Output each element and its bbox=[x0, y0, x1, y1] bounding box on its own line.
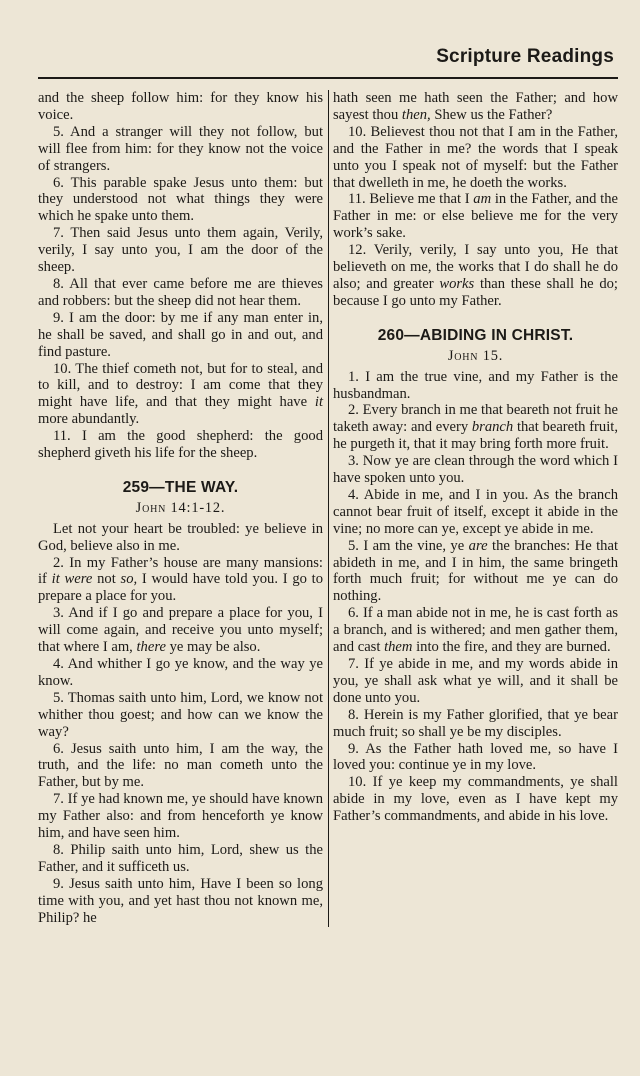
verse-paragraph: 11. I am the good shepherd: the good shepherd giveth his life for the sheep. bbox=[38, 428, 323, 462]
verse-paragraph: 7. If ye abide in me, and my words abide in you, ye shall ask what ye will, and it shall be done unto you. bbox=[333, 656, 618, 706]
verse-paragraph: 11. Believe me that I am in the Father, and the Father in me: or else believe me for the very work’s sake. bbox=[333, 191, 618, 242]
verse-paragraph: 6. Jesus saith unto him, I am the way, the truth, and the life: no man cometh unto the Father, but by me. bbox=[38, 740, 323, 791]
verse-paragraph: 10. The thief cometh not, but for to steal, and to kill, and to destroy: I am come that they might have life, and that they might have it more abundantly. bbox=[38, 360, 323, 428]
verse-paragraph: 6. This parable spake Jesus unto them: but they understood not what things they were which he spake unto them. bbox=[38, 174, 323, 225]
verse-paragraph: 7. If ye had known me, ye should have known my Father also: and from henceforth ye know him, and have seen him. bbox=[38, 791, 323, 842]
verse-paragraph: 4. And whither I go ye know, and the way ye know. bbox=[38, 656, 323, 689]
verse-paragraph: and the sheep follow him: for they know his voice. bbox=[38, 90, 323, 123]
verse-paragraph: 2. In my Father’s house are many mansions: if it were not so, I would have told you. I go to prepare a place for you. bbox=[38, 554, 324, 605]
verse-paragraph: 9. I am the door: by me if any man enter in, he shall be saved, and shall go in and out, and find pasture. bbox=[38, 309, 323, 360]
section-title-259: 259—THE WAY. bbox=[122, 478, 239, 496]
section-reference-260: John 15. bbox=[447, 347, 504, 364]
verse-paragraph: 10. If ye keep my commandments, ye shall abide in my love, even as I have kept my Father’s commandments, and abide in his love. bbox=[333, 774, 618, 825]
header-rule bbox=[38, 77, 618, 79]
verse-paragraph: 9. Jesus saith unto him, Have I been so long time with you, and yet hast thou not known me, Philip? he bbox=[38, 875, 323, 926]
left-column bbox=[38, 90, 323, 927]
verse-paragraph: 3. Now ye are clean through the word which I have spoken unto you. bbox=[333, 453, 618, 487]
verse-paragraph: 5. And a stranger will they not follow, but will flee from him: for they know not the voice of strangers. bbox=[38, 123, 323, 174]
verse-paragraph: 4. Abide in me, and I in you. As the branch cannot bear fruit of itself, except it abide in the vine; no more can ye, except ye abide in me. bbox=[333, 486, 618, 537]
verse-paragraph: 3. And if I go and prepare a place for you, I will come again, and receive you unto myself; that where I am, there ye may be also. bbox=[38, 605, 323, 656]
page-title: Scripture Readings bbox=[436, 46, 614, 67]
page-header bbox=[38, 0, 618, 80]
verse-paragraph: 10. Believest thou not that I am in the Father, and the Father in me? the words that I speak unto you I speak not of myself: but the Father that dwelleth in me, he doeth the works. bbox=[333, 123, 618, 191]
verse-paragraph: 7. Then said Jesus unto them again, Verily, verily, I say unto you, I am the door of the sheep. bbox=[38, 225, 323, 276]
verse-paragraph: 12. Verily, verily, I say unto you, He that believeth on me, the works that I do shall he do also; and greater works than these shall he do; because I go unto my Father. bbox=[333, 242, 618, 309]
verse-paragraph: 5. I am the vine, ye are the branches: He that abideth in me, and I in him, the same bringeth forth much fruit; for without me ye can do nothing. bbox=[333, 537, 619, 605]
verse-paragraph: 6. If a man abide not in me, he is cast forth as a branch, and is withered; and men gather them, and cast them into the fire, and they are burned. bbox=[333, 605, 618, 656]
column-divider bbox=[328, 90, 329, 927]
verse-paragraph: 8. All that ever came before me are thieves and robbers: but the sheep did not hear them. bbox=[38, 275, 323, 309]
right-column bbox=[333, 90, 618, 825]
verse-paragraph: 8. Herein is my Father glorified, that ye bear much fruit; so shall ye be my disciples. bbox=[333, 706, 618, 740]
verse-paragraph: hath seen me hath seen the Father; and how sayest thou then, Shew us the Father? bbox=[333, 90, 618, 123]
text-columns bbox=[38, 90, 618, 927]
verse-paragraph: 5. Thomas saith unto him, Lord, we know not whither thou goest; and how can we know the way? bbox=[38, 689, 323, 740]
verse-paragraph: 2. Every branch in me that beareth not fruit he taketh away: and every branch that beareth fruit, he purgeth it, that it may bring forth more fruit. bbox=[333, 402, 618, 453]
verse-paragraph: 1. I am the true vine, and my Father is the husbandman. bbox=[333, 368, 618, 402]
verse-paragraph: 8. Philip saith unto him, Lord, shew us the Father, and it sufficeth us. bbox=[38, 841, 323, 875]
verse-paragraph: 9. As the Father hath loved me, so have I loved you: continue ye in my love. bbox=[333, 740, 618, 774]
verse-paragraph: Let not your heart be troubled: ye believe in God, believe also in me. bbox=[38, 520, 323, 554]
section-reference-259: John 14:1-12. bbox=[135, 499, 226, 516]
section-title-260: 260—ABIDING IN CHRIST. bbox=[377, 326, 574, 344]
